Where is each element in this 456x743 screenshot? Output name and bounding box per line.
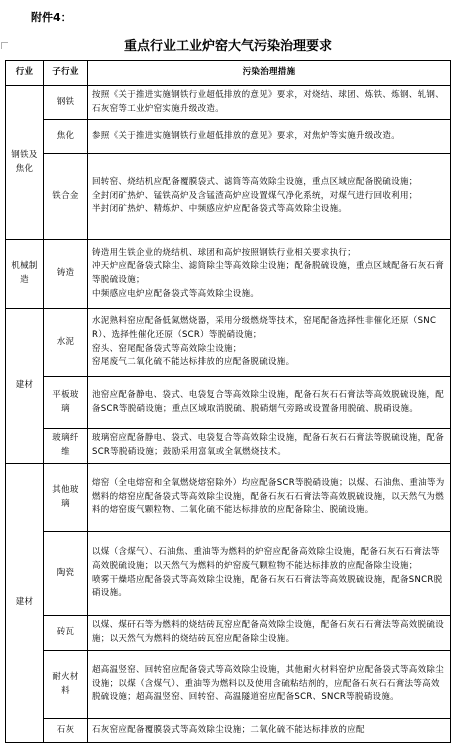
header-sub-industry: 子行业 xyxy=(44,61,88,86)
table-row xyxy=(6,464,451,532)
header-measures: 污染治理措施 xyxy=(88,61,451,86)
measure-line: 石灰窑应配备覆膜袋式等高效除尘设施；二氧化硫不能达标排放的应配 xyxy=(92,724,365,735)
table-row xyxy=(6,429,451,464)
measure-line: 窑头、窑尾配备袋式等高效除尘设施； xyxy=(92,343,242,354)
measures-cell xyxy=(88,240,451,309)
industry-cell: 钢铁及焦化 xyxy=(6,86,44,240)
measures-cell xyxy=(88,309,451,377)
table-row xyxy=(6,154,451,240)
measure-line: 半封闭矿热炉、精炼炉、中频感应炉应配备袋式等高效除尘设施。 xyxy=(92,204,348,215)
measures-cell xyxy=(88,86,451,120)
measures-cell xyxy=(88,120,451,154)
measures-cell xyxy=(88,616,451,651)
table-row xyxy=(6,719,451,743)
measures-cell xyxy=(88,429,451,464)
table-row xyxy=(6,651,451,719)
table-row xyxy=(6,120,451,154)
industry-cell: 建材 xyxy=(6,309,44,464)
requirements-table xyxy=(5,60,451,743)
measures-cell xyxy=(88,719,451,743)
measure-line: 喷雾干燥塔应配备袋式等高效除尘设施，配备石灰石石膏法等高效脱硫设施，配备SNCR脱硝设施。 xyxy=(92,574,443,599)
table-row xyxy=(6,86,451,120)
sub-industry-cell: 平板玻璃 xyxy=(44,377,88,429)
measure-line: 全封闭矿热炉、锰铁高炉及含锰渣高炉应设置煤气净化系统，对煤气进行回收利用； xyxy=(92,190,418,201)
measure-line: 参照《关于推进实施钢铁行业超低排放的意见》要求，对焦炉等实施升级改造。 xyxy=(92,130,401,141)
measures-cell xyxy=(88,464,451,532)
attachment-label: 附件4： xyxy=(31,11,72,24)
sub-industry-cell: 砖瓦 xyxy=(44,616,88,651)
industry-cell: 建材 xyxy=(6,464,44,743)
industry-cell: 机械制造 xyxy=(6,240,44,309)
sub-industry-cell: 水泥 xyxy=(44,309,88,377)
sub-industry-cell: 玻璃纤维 xyxy=(44,429,88,464)
measure-line: 以煤、煤矸石等为燃料的烧结砖瓦窑应配备高效除尘设施，配备石灰石石膏法等高效脱硫设施；以天然气为燃料的烧结砖瓦窑应配备除尘设施。 xyxy=(92,620,445,644)
measures-cell xyxy=(88,154,451,240)
sub-industry-cell: 焦化 xyxy=(44,120,88,154)
sub-industry-cell: 铸造 xyxy=(44,240,88,309)
measure-line: 以煤（含煤气）、石油焦、重油等为燃料的炉窑应配备高效除尘设施，配备石灰石石膏法等高效脱硫设施；以天然气为燃料的炉窑废气颗粒物不能达标排放的应配备除尘设施； xyxy=(92,547,440,571)
measure-line: 熔窑（全电熔窑和全氧燃烧熔窑除外）均应配备SCR等脱硝设施；以煤、石油焦、重油等为燃料的熔窑应配备袋式等高效除尘设施，配备石灰石石膏法等高效脱硫设施，以天然气为燃料的熔窑废气颗粒物、二氧化硫不能达标排放的应配备除尘、脱硫设施。 xyxy=(92,478,445,516)
sub-industry-cell: 陶瓷 xyxy=(44,532,88,616)
table-row xyxy=(6,532,451,616)
measure-line: 中频感应电炉应配备袋式等高效除尘设施。 xyxy=(92,288,260,299)
measure-line: 窑尾废气二氧化硫不能达标排放的应配备脱硫设施。 xyxy=(92,357,295,368)
table-header-row xyxy=(6,61,451,86)
measure-line: 铸造用生铁企业的烧结机、球团和高炉按照钢铁行业相关要求执行； xyxy=(92,247,357,258)
header-industry: 行业 xyxy=(6,61,44,86)
sub-industry-cell: 耐火材料 xyxy=(44,651,88,719)
sub-industry-cell: 钢铁 xyxy=(44,86,88,120)
measure-line: 池窑应配备静电、袋式、电袋复合等高效除尘设施，配备石灰石石膏法等高效脱硫设施，配备SCR等脱硝设施；重点区域取消脱硫、脱硝烟气旁路或设置备用脱硫、脱硝设施。 xyxy=(92,389,445,414)
table-row xyxy=(6,309,451,377)
measure-line: 冲天炉应配备袋式除尘、滤筒除尘等高效除尘设施；配备脱硫设施，重点区域配备石灰石膏等脱硫设施； xyxy=(92,261,445,285)
table-row xyxy=(6,616,451,651)
measures-cell xyxy=(88,377,451,429)
sub-industry-cell: 铁合金 xyxy=(44,154,88,240)
measures-cell xyxy=(88,532,451,616)
document-title: 重点行业工业炉窑大气污染治理要求 xyxy=(123,39,332,54)
measure-line: 玻璃窑应配备静电、袋式、电袋复合等高效除尘设施，配备石灰石石膏法等脱硫设施，配备SCR等脱硝设施；鼓励采用富氧或全氧燃烧技术。 xyxy=(92,433,445,457)
table-row xyxy=(6,377,451,429)
sub-industry-cell: 石灰 xyxy=(44,719,88,743)
measure-line: 超高温竖窑、回转窑应配备袋式等高效除尘设施，其他耐火材料窑炉应配备袋式等高效除尘设施；以煤（含煤气）、重油等为燃料以及使用含硫粘结剂的，应配备石灰石石膏法等高效脱硫设施；超高温竖窑、回转窑、高温隧道窑应配备SCR、SNCR等脱硝设施。 xyxy=(92,665,445,703)
measures-cell xyxy=(88,651,451,719)
table-row xyxy=(6,240,451,309)
measure-line: 按照《关于推进实施钢铁行业超低排放的意见》要求，对烧结、球团、炼铁、炼钢、轧钢、石灰窑等工业炉窑实施升级改造。 xyxy=(92,89,445,114)
measure-line: 回转窑、烧结机应配备覆膜袋式、滤筒等高效除尘设施，重点区域应配备脱硫设施； xyxy=(92,177,418,188)
sub-industry-cell: 其他玻璃 xyxy=(44,464,88,532)
measure-line: 水泥熟料窑应配备低氮燃烧器，采用分级燃烧等技术，窑尾配备选择性非催化还原（SNCR）、选择性催化还原（SCR）等脱硝设施； xyxy=(92,316,437,340)
